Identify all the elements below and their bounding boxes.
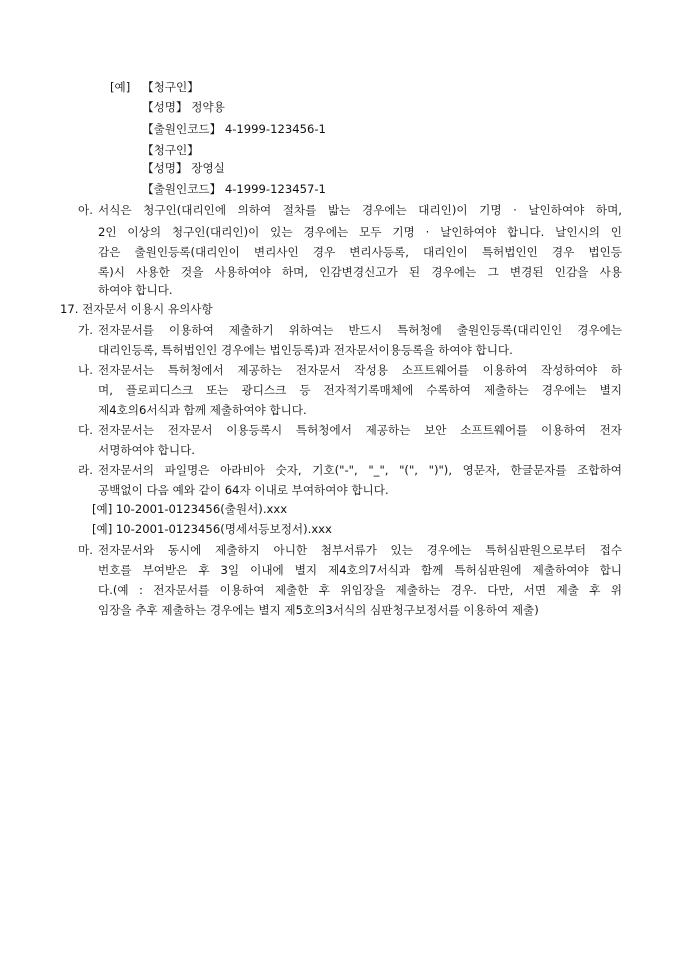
item-na-line-2: 며, 플로피디스크 또는 광디스크 등 전자적기록매체에 수록하여 제출하는 경우에는 별지 [98, 383, 622, 397]
item-a-line-4: 록)시 사용한 것을 사용하여야 하며, 인감변경신고가 된 경우에는 그 변경된 인감을 사용 [98, 265, 622, 279]
example-item-code-1: 【출원인코드】 4-1999-123456-1 [142, 122, 326, 136]
item-ra-marker: 라. [78, 463, 93, 477]
item-ma-marker: 마. [78, 543, 93, 557]
section-17-heading: 17. 전자문서 이용시 유의사항 [60, 302, 213, 316]
item-da-line-2: 서명하여야 합니다. [98, 443, 195, 457]
item-ra-line-1: 전자문서의 파일명은 아라비아 숫자, 기호("-", "_", "(", ")"), 영문자, 한글문자를 조합하여 [98, 463, 622, 477]
item-ma-line-3: 다.(예 : 전자문서를 이용하여 제출한 후 위임장을 제출하는 경우. 다만, 서면 제출 후 위 [98, 583, 622, 597]
item-ga-line-1: 전자문서를 이용하여 제출하기 위하여는 반드시 특허청에 출원인등록(대리인인 경우에는 [98, 323, 622, 337]
item-ra-example-1: [예] 10-2001-0123456(출원서).xxx [92, 502, 288, 516]
item-da-line-1: 전자문서는 전자문서 이용등록시 특허청에서 제공하는 보안 소프트웨어를 이용하여 전자 [98, 423, 622, 437]
item-na-line-3: 제4호의6서식과 함께 제출하여야 합니다. [98, 403, 307, 417]
item-a-line-5: 하여야 합니다. [98, 283, 173, 297]
item-ma-line-4: 임장을 추후 제출하는 경우에는 별지 제5호의3서식의 심판청구보정서를 이용하여 제출) [98, 603, 539, 617]
item-a-line-2: 2인 이상의 청구인(대리인)이 있는 경우에는 모두 기명 · 날인하여야 합니다. 날인시의 인 [98, 225, 622, 239]
item-a-line-3: 감은 출원인등록(대리인이 변리사인 경우 변리사등록, 대리인이 특허법인인 경우 법인등 [98, 245, 622, 259]
item-a-line-1: 서식은 청구인(대리인에 의하여 절차를 밟는 경우에는 대리인)이 기명 · 날인하여야 하며, [98, 203, 622, 217]
item-ra-line-2: 공백없이 다음 예와 같이 64자 이내로 부여하여야 합니다. [98, 483, 389, 497]
item-ra-example-2: [예] 10-2001-0123456(명세서등보정서).xxx [92, 522, 332, 536]
item-a-marker: 아. [78, 203, 93, 217]
example-prefix: [예] [110, 80, 131, 94]
item-na-marker: 나. [78, 363, 93, 377]
example-item-name-2: 【성명】 장영실 [142, 161, 225, 175]
example-item-code-2: 【출원인코드】 4-1999-123457-1 [142, 182, 326, 196]
example-item-claimant-1: 【청구인】 [142, 80, 199, 94]
item-ma-line-2: 번호를 부여받은 후 3일 이내에 별지 제4호의7서식과 함께 특허심판원에 제출하여야 합니 [98, 563, 622, 577]
example-item-name-1: 【성명】 정약용 [142, 100, 225, 114]
item-ma-line-1: 전자문서와 동시에 제출하지 아니한 첨부서류가 있는 경우에는 특허심판원으로부터 접수 [98, 543, 622, 557]
item-da-marker: 다. [78, 423, 93, 437]
item-na-line-1: 전자문서는 특허청에서 제공하는 전자문서 작성용 소프트웨어를 이용하여 작성하여야 하 [98, 363, 622, 377]
item-ga-marker: 가. [78, 323, 93, 337]
example-item-claimant-2: 【청구인】 [142, 143, 199, 157]
item-ga-line-2: 대리인등록, 특허법인인 경우에는 법인등록)과 전자문서이용등록을 하여야 합니다. [98, 343, 513, 357]
